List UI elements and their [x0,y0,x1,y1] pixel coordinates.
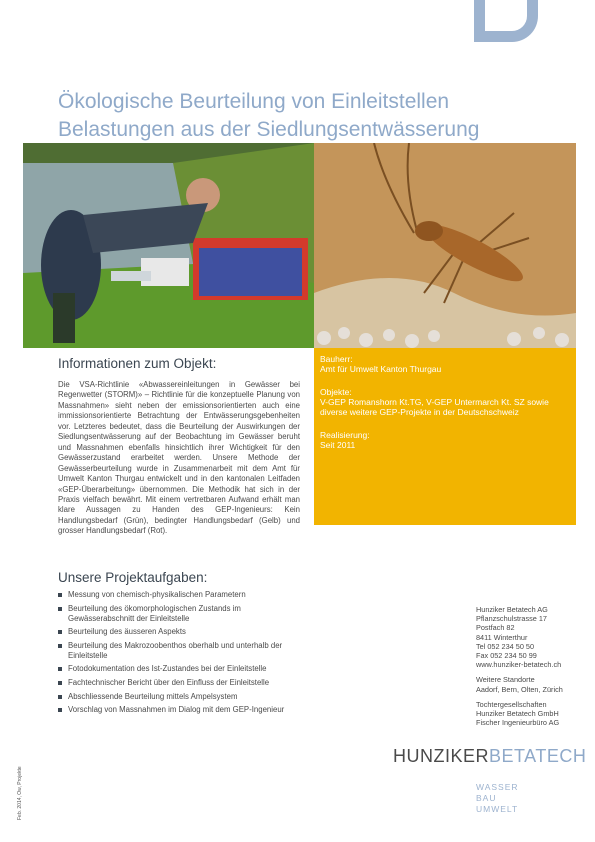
info-paragraph: Die VSA-Richtlinie «Abwassereinleitungen in Gewässer bei Regenwetter (STORM)» – Richtlinie für die konzeptuelle Planung von Massnahmen» sieht neben der emissionsorientierten auch eine immissionsorientierte Betrachtung der Entwässerungsgebenheiten vor. Letzteres bedeutet, dass die Beurteilung der Auswirkungen der Siedlungsentwässerung auf der Beobachtung im Gewässer beruht und Massnahmen ebenfalls hinsichtlich ihrer Wichtigkeit für den Gewässerzustand erarbeitet werden. Unsere Methode der Gewässerbeurteilung wurde in Zusammenarbeit mit dem Amt für Umwelt Kanton Thurgau entwickelt und in den kantonalen Leitfaden «GEP-Überarbeitung» übernommen. Die Methodik hat sich in der Praxis vielfach bewährt. Mit einem vertretbaren Aufwand erhält man klare Aussagen zu Handen des GEP-Ingenieurs: Kein Handlungsbedarf (Grün), bedingter Handlungsbedarf (Gelb) und grosser Handlungsbedarf (Rot). [58,380,300,536]
mayfly-larva-illustration [314,143,576,348]
print-note: Feb. 2014, Ow, Projekte [17,766,23,820]
insect-larva-photo [314,143,576,348]
task-item: Messung von chemisch-physikalischen Parametern [58,590,303,600]
bauherr-value: Amt für Umwelt Kanton Thurgau [320,364,442,374]
objekte-label: Objekte: [320,387,352,397]
title-line-1: Ökologische Beurteilung von Einleitstellen [58,90,450,113]
field-work-illustration [23,143,314,348]
objekte-value-line-1: V-GEP Romanshorn Kt.TG, V-GEP Untermarch Kt. SZ sowie [320,397,549,407]
website-link[interactable]: www.hunziker-betatech.ch [476,660,562,670]
task-item: Abschliessende Beurteilung mittels Ampelsystem [58,692,303,702]
task-item: Vorschlag von Massnahmen im Dialog mit dem GEP-Ingenieur [58,705,303,715]
task-item: Fotodokumentation des Ist-Zustandes bei der Einleitstelle [58,664,303,674]
subsidiary-1: Hunziker Betatech GmbH [476,709,559,719]
phone: Tel 052 234 50 50 [476,641,535,651]
company-name: Hunziker Betatech AG [476,605,548,614]
postbox: Postfach 82 [476,623,515,633]
task-item: Fachtechnischer Bericht über den Einfluss der Einleitstelle [58,678,303,688]
city: 8411 Winterthur [476,632,528,642]
task-item: Beurteilung des Makrozoobenthos oberhalb und unterhalb der Einleitstelle [58,641,303,661]
tasks-heading: Unsere Projektaufgaben: [58,570,208,585]
fax: Fax 052 234 50 99 [476,651,537,661]
tagline-2: BAU [476,793,497,803]
subsidiaries-group [476,700,586,728]
subsidiary-2: Fischer Ingenieurbüro AG [476,718,560,728]
street: Pflanzschulstrasse 17 [476,614,547,624]
sites-group [476,675,586,693]
tagline-3: UMWELT [476,804,519,814]
task-list [58,590,303,719]
logo-part-2: BETATECH [489,746,587,766]
sites-label: Weitere Standorte [476,675,535,685]
subsidiaries-label: Tochtergesellschaften [476,699,547,709]
bauherr-label: Bauherr: [320,354,353,364]
task-item: Beurteilung des ökomorphologischen Zustands im Gewässerabschnitt der Einleitstelle [58,604,303,624]
info-heading: Informationen zum Objekt: [58,356,217,371]
realisierung-value: Seit 2011 [320,440,356,450]
page-title [58,88,558,144]
task-item: Beurteilung des äusseren Aspekts [58,627,303,637]
project-info-box [314,348,576,525]
company-logo [393,745,586,767]
objekte-value-line-2: diverse weitere GEP-Projekte in der Deutschschweiz [320,407,519,417]
realisierung-label: Realisierung: [320,430,370,440]
field-work-photo [23,143,314,348]
title-line-2: Belastungen aus der Siedlungsentwässerung [58,118,480,141]
address-group [476,605,586,669]
logo-part-1: HUNZIKER [393,746,490,766]
logo-tagline [476,782,519,815]
sites-list: Aadorf, Bern, Olten, Zürich [476,684,563,694]
tagline-1: WASSER [476,782,519,792]
corner-logo-mark [474,0,538,42]
contact-block [476,605,586,733]
